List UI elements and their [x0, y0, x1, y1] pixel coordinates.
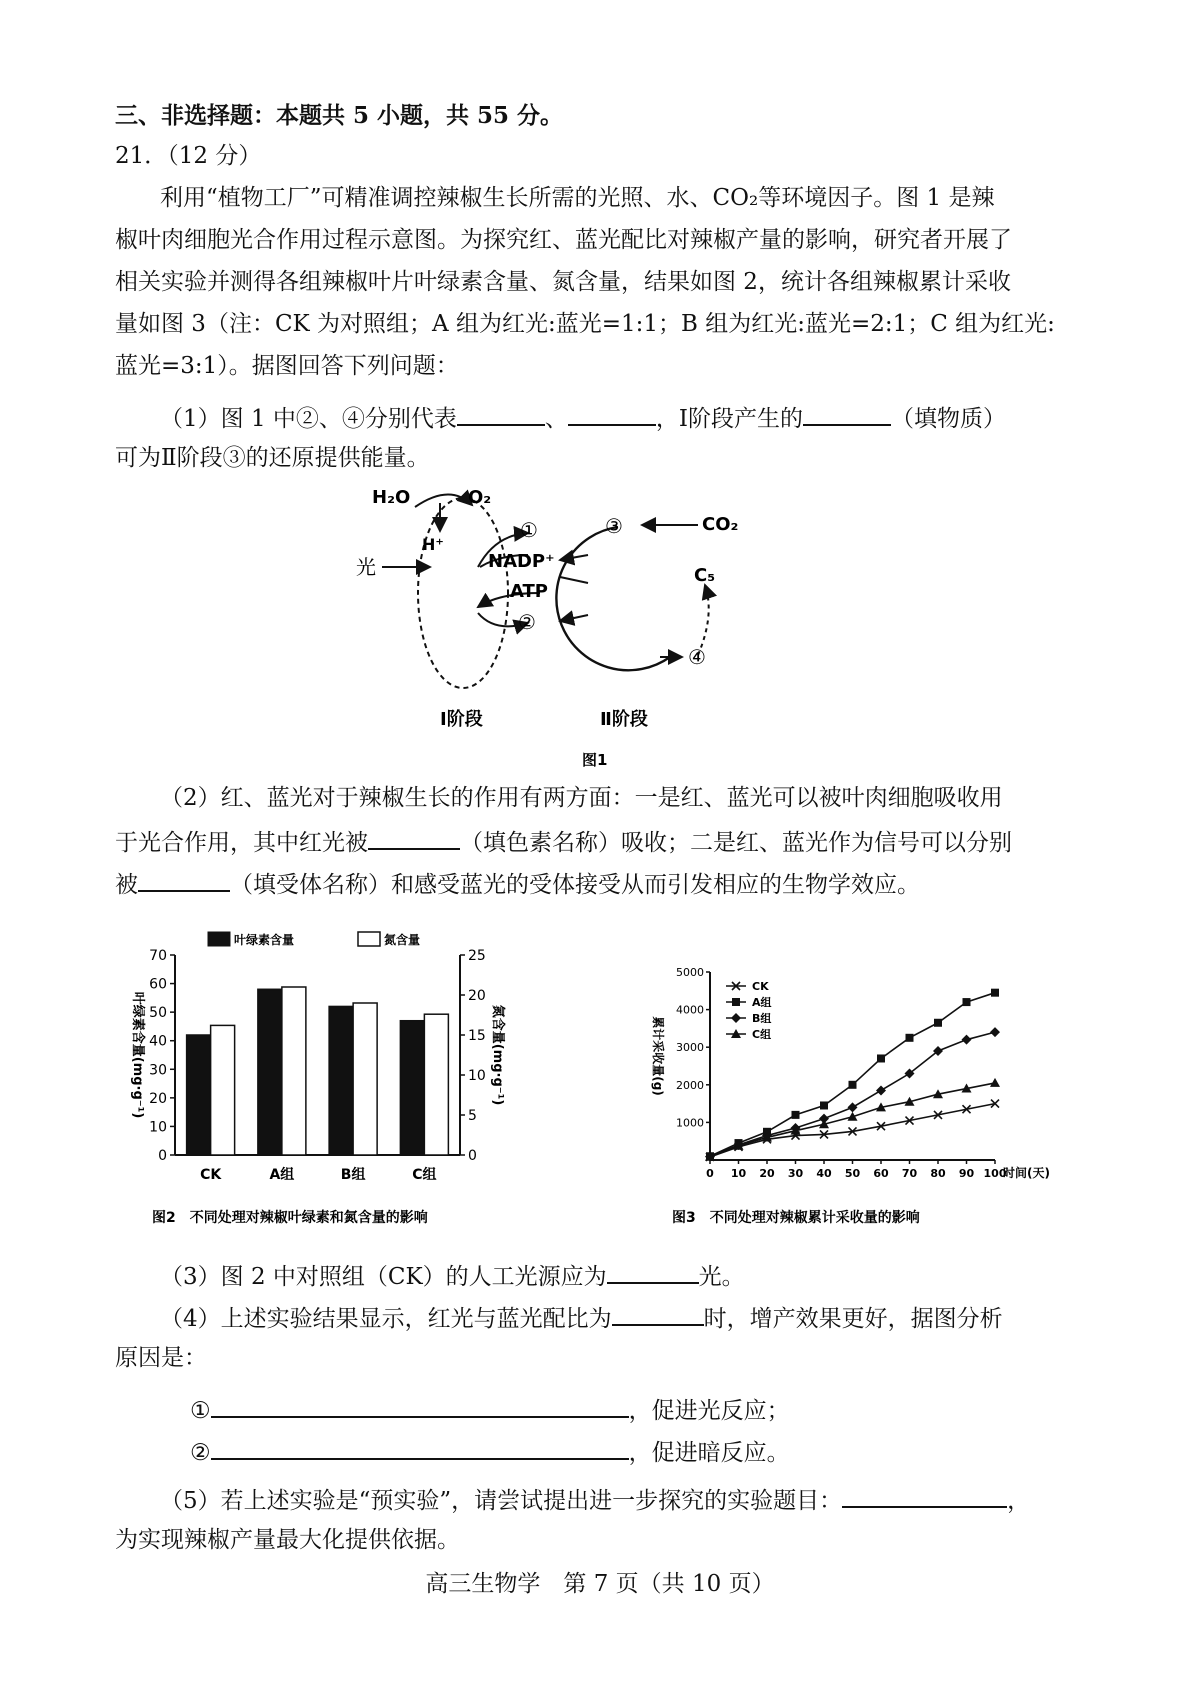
fig3-legend-label: C组: [752, 1028, 772, 1041]
fig2-legend-swatch-nitrogen: [358, 932, 380, 946]
intro-line-3: 相关实验并测得各组辣椒叶片叶绿素含量、氮含量，结果如图 2，统计各组辣椒累计采收: [115, 269, 1011, 295]
fig1-diagram: [356, 485, 840, 775]
fig3-marker-square: [792, 1111, 800, 1119]
q1-blank-1[interactable]: [457, 400, 545, 426]
intro-line-5: 蓝光=3:1）。据图回答下列问题：: [115, 353, 459, 379]
intro-line-2: 椒叶肉细胞光合作用过程示意图。为探究红、蓝光配比对辣椒产量的影响，研究者开展了: [115, 227, 1012, 253]
fig2-y2-tick-label: 10: [468, 1068, 486, 1084]
q1-separator: 、: [544, 406, 568, 432]
fig2-bar-chlorophyll: [258, 989, 282, 1155]
stage2-label: Ⅱ阶段: [600, 709, 648, 730]
fig3-marker-diamond: [990, 1027, 1000, 1037]
fig2-y2-tick-label: 20: [468, 988, 486, 1004]
fig2-bar-nitrogen: [211, 1025, 235, 1155]
fig1-caption: 图1: [582, 751, 608, 769]
q4-part-a: （4）上述实验结果显示，红光与蓝光配比为: [160, 1306, 612, 1332]
q1-line-1: [160, 400, 1006, 435]
q2-line2-b: （填色素名称）吸收；二是红、蓝光作为信号可以分别: [460, 830, 1012, 856]
fig3-caption: 图3 不同处理对辣椒累计采收量的影响: [672, 1210, 920, 1226]
q4-item2-end: ，促进暗反应。: [628, 1440, 790, 1466]
q4-blank-ratio[interactable]: [612, 1300, 704, 1326]
fig3-legend-label: CK: [752, 980, 769, 993]
fig2-y-tick-label: 0: [158, 1148, 167, 1164]
fig3-marker-triangle: [990, 1078, 1000, 1087]
intro-line-4: 量如图 3（注：CK 为对照组；A 组为红光:蓝光=1:1；B 组为红光:蓝光=2:1；C 组为红光:: [115, 311, 1055, 337]
fig3-x-tick-label: 90: [958, 1167, 975, 1180]
q2-line2-a: 于光合作用，其中红光被: [115, 830, 368, 856]
hplus-label: H⁺: [422, 535, 444, 554]
fig2-bar-chart: [120, 930, 570, 1230]
fig3-legend-label: A组: [752, 996, 772, 1009]
q5-line-1: [160, 1482, 1030, 1517]
fig3-line-chart: [640, 960, 1110, 1230]
circle4-label: ④: [688, 645, 706, 669]
fig3-x-tick-label: 80: [930, 1167, 946, 1180]
light-label: 光: [356, 555, 376, 579]
q2-blank-1[interactable]: [368, 824, 460, 850]
question-number: 21．（12 分）: [115, 143, 262, 169]
fig3-x-tick-label: 60: [873, 1167, 889, 1180]
fig3-x-tick-label: 0: [706, 1167, 714, 1180]
cycle-to-2-arrow: [560, 615, 588, 621]
fig3-ylabel: 累计采收量(g): [651, 1016, 665, 1096]
fig2-y-tick-label: 40: [149, 1033, 167, 1050]
fig3-x-tick-label: 10: [730, 1167, 747, 1180]
q3-part-a: （3）图 2 中对照组（CK）的人工光源应为: [160, 1264, 607, 1290]
q1-part-b: ，Ⅰ阶段产生的: [655, 406, 803, 432]
co2-label: CO₂: [702, 514, 739, 535]
q4-part-b: 时，增产效果更好，据图分析: [703, 1306, 1003, 1332]
fig2-caption: 图2 不同处理对辣椒叶绿素和氮含量的影响: [152, 1210, 428, 1226]
fig3-y-tick-label: 3000: [676, 1041, 704, 1055]
fig3-y-tick-label: 1000: [676, 1116, 704, 1130]
fig2-y2-tick-label: 15: [468, 1028, 486, 1044]
fig2-y-tick-label: 20: [149, 1090, 167, 1107]
page-footer: 高三生物学 第 7 页（共 10 页）: [425, 1571, 775, 1597]
q5-blank[interactable]: [842, 1482, 1007, 1508]
fig2-bar-nitrogen: [353, 1003, 377, 1155]
fig3-y-tick-label: 5000: [676, 966, 704, 979]
fig2-legend-swatch-chlorophyll: [208, 932, 230, 946]
fig3-marker-square: [877, 1054, 885, 1062]
intro-line-1: 利用“植物工厂”可精准调控辣椒生长所需的光照、水、CO₂等环境因子。图 1 是辣: [160, 185, 995, 211]
q3-blank[interactable]: [607, 1258, 699, 1284]
q3-part-b: 光。: [698, 1264, 745, 1290]
q1-line-2: 可为Ⅱ阶段③的还原提供能量。: [115, 445, 430, 471]
circle2-label: ②: [518, 610, 536, 634]
fig3-x-tick-label: 30: [787, 1167, 804, 1180]
water-split-arrow: [415, 494, 472, 507]
fig2-legend-nitrogen: 氮含量: [384, 933, 421, 947]
circle1-label: ①: [520, 518, 538, 542]
q4-item1-end: ，促进光反应；: [628, 1398, 790, 1424]
calvin-cycle-arc: [556, 527, 670, 670]
fig2-category-label: A组: [269, 1167, 295, 1183]
atp-label: ATP: [510, 581, 549, 602]
q1-blank-3[interactable]: [803, 400, 891, 426]
fig3-x-tick-label: 50: [844, 1167, 861, 1180]
q5-part-a: （5）若上述实验是“预实验”，请尝试提出进一步探究的实验题目：: [160, 1488, 843, 1514]
fig3-marker-diamond: [731, 1013, 741, 1023]
fig2-y2label: 氮含量(mg·g⁻¹): [490, 1004, 505, 1106]
h2o-label: H₂O: [372, 487, 411, 508]
fig2-legend-chlorophyll: 叶绿素含量: [234, 933, 295, 947]
fig3-marker-square: [991, 989, 999, 997]
q4-blank-2[interactable]: [211, 1434, 629, 1460]
q4-blank-1[interactable]: [211, 1392, 629, 1418]
fig3-x-tick-label: 100: [983, 1167, 1007, 1180]
q5-line-2: 为实现辣椒产量最大化提供依据。: [115, 1527, 460, 1553]
fig3-marker-square: [732, 998, 740, 1006]
fig2-y2-tick-label: 25: [468, 948, 486, 964]
fig3-marker-square: [906, 1034, 914, 1042]
fig3-xlabel: 时间(天): [1003, 1166, 1050, 1180]
fig2-y-tick-label: 50: [149, 1005, 167, 1022]
q2-line-2: [115, 824, 1012, 859]
fig3-y-tick-label: 4000: [676, 1003, 704, 1017]
q2-blank-2[interactable]: [138, 866, 230, 892]
stage1-label: Ⅰ阶段: [440, 709, 483, 730]
q3-line: [160, 1258, 745, 1293]
fig3-marker-diamond: [876, 1085, 886, 1095]
fig2-bar-nitrogen: [424, 1014, 448, 1155]
fig3-marker-square: [934, 1019, 942, 1027]
fig2-bar-chlorophyll: [329, 1006, 353, 1155]
cycle-to-nadp-arrow: [560, 555, 588, 560]
fig2-category-label: C组: [412, 1167, 437, 1183]
fig3-x-tick-label: 20: [759, 1167, 775, 1180]
fig3-y-tick-label: 2000: [676, 1078, 704, 1092]
q2-line3-b: （填受体名称）和感受蓝光的受体接受从而引发相应的生物学效应。: [230, 872, 920, 898]
o2-label: O₂: [468, 487, 492, 508]
c5-label: C₅: [694, 565, 716, 586]
fig3-x-tick-label: 40: [816, 1167, 832, 1180]
fig2-y-tick-label: 60: [149, 976, 167, 993]
fig2-y-tick-label: 30: [149, 1062, 167, 1079]
fig3-x-tick-label: 70: [901, 1167, 918, 1180]
fig2-bar-chlorophyll: [187, 1035, 211, 1155]
q1-blank-2[interactable]: [568, 400, 656, 426]
nadp-label: NADP⁺: [488, 551, 555, 572]
fig2-y2-tick-label: 5: [468, 1108, 477, 1124]
fig2-category-label: CK: [200, 1167, 222, 1183]
stage1-ellipse: [418, 498, 508, 688]
fig3-marker-square: [820, 1101, 828, 1109]
fig2-bar-chlorophyll: [400, 1021, 424, 1155]
q4-item-2: [190, 1434, 790, 1469]
fig2-category-label: B组: [340, 1167, 366, 1183]
fig2-bar-nitrogen: [282, 987, 306, 1155]
q2-line3-a: 被: [115, 872, 138, 898]
q2-line-3: [115, 866, 920, 901]
circle3-label: ③: [605, 514, 623, 538]
fig3-marker-square: [963, 998, 971, 1006]
q5-part-b: ，: [1007, 1488, 1031, 1514]
q4-line-2: 原因是：: [115, 1345, 207, 1371]
fig2-y-tick-label: 70: [149, 948, 167, 964]
fig2-y2-tick-label: 0: [468, 1148, 477, 1164]
fig2-ylabel: 叶绿素含量(mg·g⁻¹): [130, 991, 145, 1119]
fig2-y-tick-label: 10: [149, 1119, 167, 1136]
q4-item-1: [190, 1392, 790, 1427]
q4-item2-num: ②: [190, 1440, 211, 1466]
fig3-marker-square: [849, 1081, 857, 1089]
fig3-marker-diamond: [848, 1102, 858, 1112]
fig3-marker-diamond: [962, 1035, 972, 1045]
section-heading: 三、非选择题：本题共 5 小题，共 55 分。: [115, 102, 564, 129]
atp-to-cycle-line: [560, 577, 588, 583]
q1-part-a: （1）图 1 中②、④分别代表: [160, 406, 457, 432]
q1-part-c: （填物质）: [890, 406, 1006, 432]
q4-line-1: [160, 1300, 1003, 1335]
q4-item1-num: ①: [190, 1398, 211, 1424]
fig3-legend-label: B组: [752, 1012, 772, 1025]
q2-line-1: （2）红、蓝光对于辣椒生长的作用有两方面：一是红、蓝光可以被叶肉细胞吸收用: [160, 785, 1003, 811]
